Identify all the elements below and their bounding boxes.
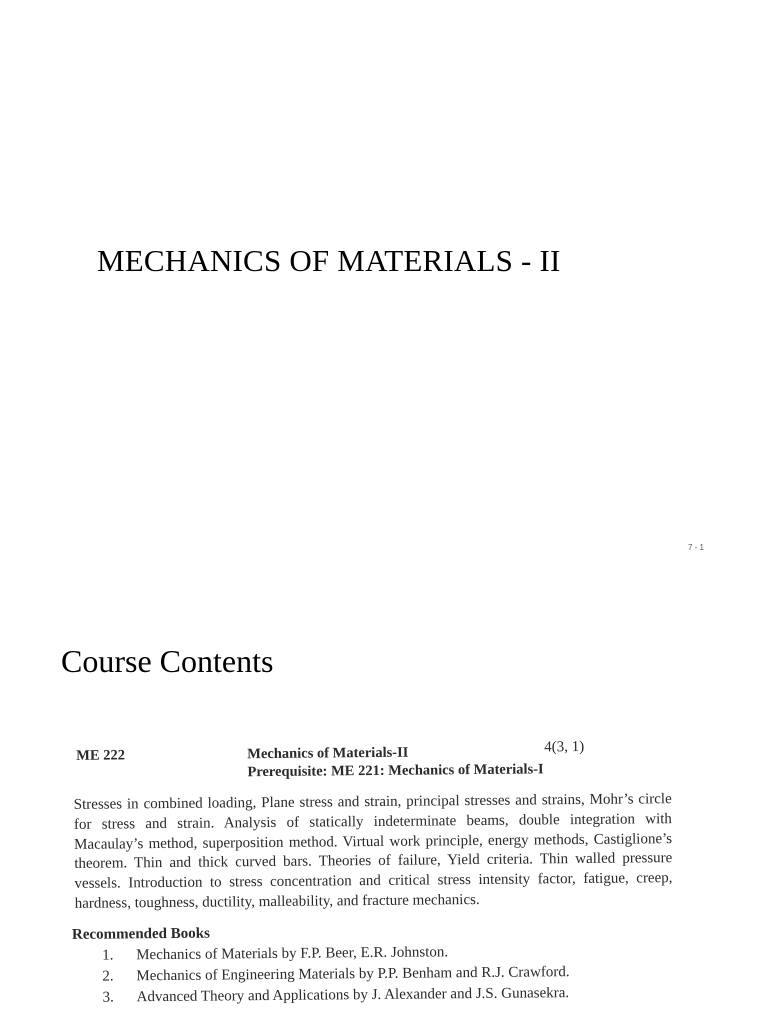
book-list xyxy=(102,941,570,1008)
page-number: 7 - 1 xyxy=(688,543,705,552)
book-title: Advanced Theory and Applications by J. Alexander and J.S. Gunasekra. xyxy=(136,985,570,1006)
recommended-books-heading: Recommended Books xyxy=(71,925,210,943)
book-number: 3. xyxy=(102,989,114,1006)
course-description-scan xyxy=(60,722,703,1018)
course-code: ME 222 xyxy=(76,747,126,764)
course-name: Mechanics of Materials-II xyxy=(247,744,409,763)
list-item xyxy=(102,983,569,1008)
book-title: Mechanics of Engineering Materials by P.P. Benham and R.J. Crawford. xyxy=(136,964,570,985)
section-heading: Course Contents xyxy=(61,643,274,679)
prerequisite: Prerequisite: ME 221: Mechanics of Materials-I xyxy=(247,761,544,781)
slide-title: MECHANICS OF MATERIALS - II xyxy=(97,243,561,278)
course-description: Stresses in combined loading, Plane stress and strain, principal stresses and strains, Mohr’s circle for stress and strain. Analysis of statically indeterminate beams, double integration with Macaulay’s method, superposition method. Virtual work principle, energy methods, Castiglione’s theorem. Thin and thick curved bars. Theories of failure, Yield criteria. Thin walled pressure vessels. Introduction to stress concentration and critical stress intensity factor, fatigue, creep, hardness, toughness, ductility, malleability, and fracture mechanics. xyxy=(73,791,673,912)
credit-hours: 4(3, 1) xyxy=(544,738,585,756)
book-title: Mechanics of Materials by F.P. Beer, E.R. Johnston. xyxy=(136,944,449,964)
book-number: 2. xyxy=(102,968,114,985)
book-number: 1. xyxy=(102,947,114,964)
